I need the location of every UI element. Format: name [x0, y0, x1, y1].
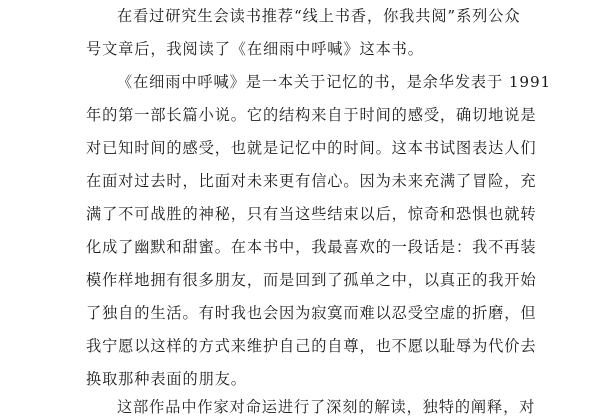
paragraph-2-line-1: 《在细雨中呼喊》是一本关于记忆的书，是余华发表于 1991	[117, 73, 552, 91]
paragraph-2-line-5: 满了不可战胜的神秘，只有当这些结束以后，惊奇和恐惧也就转	[86, 205, 537, 223]
paragraph-1-line-2: 号文章后，我阅读了《在细雨中呼喊》这本书。	[86, 40, 424, 58]
paragraph-1-line-1: 在看过研究生会读书推荐“线上书香，你我共阅”系列公众	[117, 7, 521, 25]
paragraph-2-line-8: 了独自的生活。有时我也会因为寂寞而难以忍受空虚的折磨，但	[86, 304, 537, 322]
paragraph-2-line-6: 化成了幽默和甜蜜。在本书中，我最喜欢的一段话是：我不再装	[86, 238, 537, 256]
paragraph-2-line-7: 模作样地拥有很多朋友，而是回到了孤单之中，以真正的我开始	[86, 271, 537, 289]
paragraph-2-line-10: 换取那种表面的朋友。	[86, 370, 247, 388]
paragraph-2-line-2: 年的第一部长篇小说。它的结构来自于时间的感受，确切地说是	[86, 106, 537, 124]
paragraph-2-line-4: 在面对过去时，比面对未来更有信心。因为未来充满了冒险，充	[86, 172, 537, 190]
paragraph-2-line-9: 我宁愿以这样的方式来维护自己的自尊，也不愿以耻辱为代价去	[86, 337, 537, 355]
paragraph-3-line-1: 这部作品中作家对命运进行了深刻的解读，独特的阐释，对	[117, 398, 536, 416]
paragraph-2-line-3: 对已知时间的感受，也就是记忆中的时间。这本书试图表达人们	[86, 139, 537, 157]
